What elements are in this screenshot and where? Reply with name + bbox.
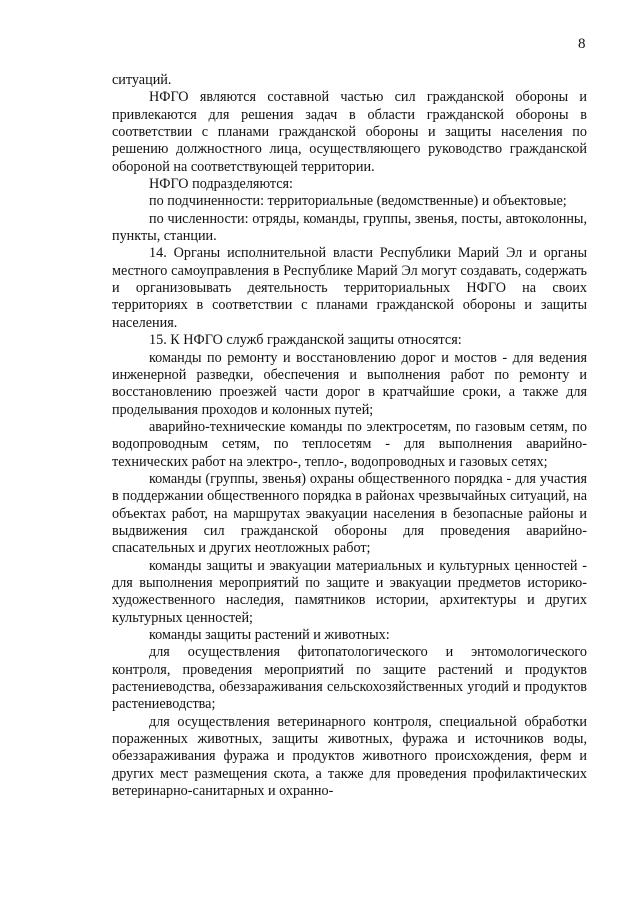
paragraph-5: по численности: отряды, команды, группы, звенья, посты, автоколонны, пункты, станции. [112, 210, 587, 245]
paragraph-1: ситуаций. [112, 72, 172, 88]
paragraph-3: НФГО подразделяются: [149, 176, 294, 193]
paragraph-8: команды по ремонту и восстановлению дорог и мостов - для ведения инженерной разведки, обеспечения и выполнения работ по ремонту и восстановлению проезжей части дорог в кратчайшие сроки, а также для проделывания проходов и колонных путей; [112, 349, 587, 418]
paragraph-11: команды защиты и эвакуации материальных и культурных ценностей - для выполнения мероприятий по защите и эвакуации предметов историко-художественного наследия, памятников истории, архитектуры и других культурных ценностей; [112, 557, 587, 626]
paragraph-10: команды (группы, звенья) охраны общественного порядка - для участия в поддержании общественного порядка в районах чрезвычайных ситуаций, на объектах работ, на маршрутах эвакуации населения в безопасные районы и выдвижения сил гражданской обороны для проведения аварийно-спасательных и других неотложных работ; [112, 470, 587, 557]
paragraph-2: НФГО являются составной частью сил гражданской обороны и привлекаются для решения задач в области гражданской обороны в соответствии с планами гражданской обороны и защиты населения по решению должностного лица, осуществляющего руководство гражданской обороной на соответствующей территории. [112, 89, 587, 175]
paragraph-14: для осуществления ветеринарного контроля, специальной обработки пораженных животных, защиты животных, фуража и источников воды, обеззараживания фуража и продуктов животного происхождения, ферм и других мест размещения скота, а также для проведения профилактических ветеринарно-санитарных и охранно- [112, 713, 587, 800]
paragraph-7: 15. К НФГО служб гражданской защиты относятся: [149, 332, 462, 349]
paragraph-9: аварийно-технические команды по электросетям, по газовым сетям, по водопроводным сетям, по теплосетям - для выполнения аварийно-технических работ на электро-, тепло-, водопроводных и газовых сетях; [112, 418, 587, 470]
page-number: 8 [578, 36, 586, 52]
paragraph-4: по подчиненности: территориальные (ведомственные) и объектовые; [149, 193, 567, 210]
paragraph-6: 14. Органы исполнительной власти Республики Марий Эл и органы местного самоуправления в Республике Марий Эл могут создавать, содержать и организовывать деятельность территориальных НФГО на своих территориях в соответствии с планами гражданской обороны и защиты населения. [112, 245, 587, 331]
paragraph-13: для осуществления фитопатологического и энтомологического контроля, проведения мероприятий по защите растений и продуктов растениеводства, обеззараживания сельскохозяйственных угодий и продуктов растениеводства; [112, 644, 587, 713]
body-text [112, 72, 587, 800]
paragraph-12: команды защиты растений и животных: [149, 627, 390, 643]
